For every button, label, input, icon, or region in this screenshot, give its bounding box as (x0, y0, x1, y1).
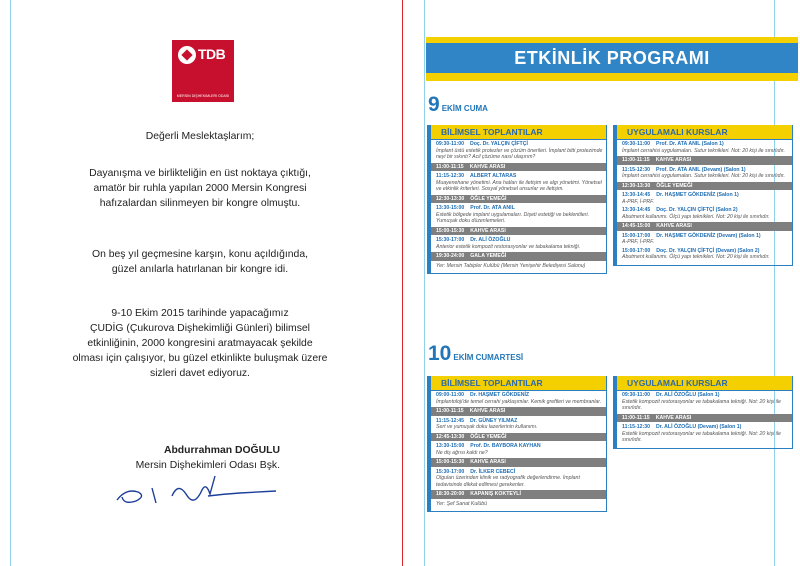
session-speaker: Dr. İLKER CEBECİ (470, 468, 516, 475)
session-speaker: Dr. GÜNEY YILMAZ (469, 417, 518, 424)
program-title: ETKİNLİK PROGRAMI (426, 43, 798, 73)
session-speaker: ÖĞLE YEMEĞİ (470, 195, 507, 202)
column-heading: UYGULAMALI KURSLAR (617, 125, 792, 140)
session-time: 13:30-15:00 (436, 443, 465, 449)
day-1-number: 9 (428, 93, 440, 116)
session-speaker: KAPANIŞ KOKTEYLİ (470, 491, 521, 497)
session-time: 12:45-13:30 (436, 433, 465, 440)
session-row (617, 423, 792, 445)
session-time: 11:00-11:15 (622, 157, 650, 163)
session-row (431, 391, 606, 406)
session-row (431, 417, 606, 432)
guide-line (10, 0, 11, 566)
session-row (617, 391, 792, 413)
session-description: Estetik kompozit restorasyonlar ve tabakalama tekniği. Not: 20 kişi ile sınırlıdır. (622, 430, 781, 443)
day-1-workshop-column (613, 125, 793, 266)
session-description: A-PRF, İ-PRF. (622, 198, 655, 205)
session-header (436, 434, 603, 441)
session-header (436, 491, 603, 498)
guide-line (424, 0, 425, 566)
session-header (436, 228, 603, 235)
session-speaker: KAHVE ARASI (470, 459, 506, 465)
break-row (431, 227, 606, 236)
session-time: 13:30-14:45 (622, 192, 651, 198)
session-speaker: Dr. ALİ ÖZOĞLU (470, 237, 511, 243)
break-row (617, 222, 792, 231)
break-row (431, 433, 606, 442)
session-speaker: KAHVE ARASI (655, 157, 692, 163)
session-row (431, 468, 606, 490)
schedule-rows (431, 391, 606, 508)
session-speaker: Prof. Dr. ATA ANIL (Devam) (Salon 1) (655, 166, 746, 173)
schedule-rows (617, 140, 792, 262)
session-description: İmplantoloji'de temel cerrahi yaklaşımlar. Kemik greftleri ve membranlar. (436, 398, 602, 405)
session-speaker: KAHVE ARASI (469, 163, 506, 170)
session-row (617, 232, 792, 247)
session-speaker: Dr. HAŞMET GÖKDENİZ (Salon 1) (656, 192, 739, 198)
letter-line: ÇUDİG (Çukurova Dişhekimliği Günleri) bilimsel (90, 323, 310, 334)
letter-line: 9-10 Ekim 2015 tarihinde yapacağımız (111, 308, 289, 319)
column-heading: BİLİMSEL TOPLANTILAR (431, 125, 606, 140)
session-speaker: Prof. Dr. ATA ANIL (470, 205, 515, 211)
session-description: Sert ve yumuşak doku lazerlerinin kullanımı. (436, 424, 538, 430)
session-speaker: Dr. HAŞMET GÖKDENİZ (Devam) (Salon 1) (656, 232, 761, 239)
break-row (431, 195, 606, 204)
session-time: 12:30-13:30 (436, 195, 465, 202)
session-speaker: ÖĞLE YEMEĞİ (656, 182, 693, 189)
break-row (431, 252, 606, 261)
session-speaker: KAHVE ARASI (469, 408, 506, 414)
tdb-logo (172, 40, 234, 102)
session-time: 11:00-11:15 (436, 408, 464, 414)
session-description: Abutment kullanımı. Ölçü yapı teknikleri. Not: 20 kişi ile sınırlıdır. (622, 254, 770, 260)
session-time: 11:15-12:45 (436, 417, 464, 424)
session-speaker: Dr. ALİ ÖZOĞLU (Devam) (Salon 1) (655, 424, 742, 430)
letter-greeting: Değerli Meslektaşlarım; (145, 131, 255, 142)
session-time: 15:30-17:00 (436, 237, 465, 243)
day-1-title (428, 93, 488, 117)
session-description: İmplant cerrahisi uygulamaları. Sutur teknikleri. Not: 20 kişi ile sınırlıdır. (622, 173, 785, 179)
letter-line: On beş yıl geçmesine karşın, konu açıldığında, (91, 249, 308, 260)
letter-paragraph-2 (50, 247, 350, 277)
letter-line: güzel anılarla hatırlanan bir kongre idi. (111, 264, 289, 275)
break-row (431, 407, 606, 416)
day-2-title (428, 342, 523, 366)
day-2-scientific-column (427, 376, 607, 512)
session-time: 15:00-15:30 (436, 227, 465, 234)
session-row (617, 206, 792, 221)
session-description: Olguları üzerinden klinik ve radyografik değerlendirme. İmplant tedavisinde dikkat edilmesi gerekenler. (436, 475, 580, 488)
session-row (431, 500, 606, 509)
session-time: 11:15-12:30 (622, 424, 650, 430)
guide-line (774, 0, 775, 566)
session-row (617, 247, 792, 262)
session-speaker: Doç. Dr. YALÇIN ÇİFTÇİ (469, 141, 528, 147)
day-1-scientific-column (427, 125, 607, 274)
break-row (431, 490, 606, 499)
session-header (622, 415, 789, 422)
handwritten-signature (112, 470, 282, 510)
session-time: 15:00-17:00 (622, 232, 651, 239)
session-time: 12:30-13:30 (622, 182, 651, 189)
day-2-number: 10 (428, 342, 452, 365)
session-speaker: Dr. ALİ ÖZOĞLU (Salon 1) (655, 392, 720, 398)
session-header (436, 196, 603, 203)
session-description: Estetik bölgede implant uygulamaları. Dişeti estetiği ve beklentileri. Yumuşak doku düzenlemeleri. (436, 211, 590, 224)
break-row (617, 414, 792, 423)
session-description: İmplant cerrahisi uygulamaları. Sutur teknikleri. Not: 20 kişi ile sınırlıdır. (622, 147, 785, 154)
break-row (617, 156, 792, 165)
session-header (436, 459, 603, 466)
session-row (431, 172, 606, 194)
signer-title: Mersin Dişhekimleri Odası Bşk. (135, 460, 280, 471)
signer-name: Abdurrahman DOĞULU (163, 445, 280, 456)
session-header (622, 183, 789, 190)
session-row (617, 166, 792, 181)
session-time: 13:30-14:45 (622, 207, 651, 213)
column-heading: UYGULAMALI KURSLAR (617, 376, 792, 391)
break-row (617, 182, 792, 191)
session-speaker: KAHVE ARASI (470, 227, 506, 234)
session-description: Yer: Mersin Tabipler Kulübü (Mersin Yenişehir Belediyesi Salonu) (436, 262, 586, 269)
session-time: 15:00-15:30 (436, 459, 465, 465)
session-time: 18:30-20:00 (436, 491, 465, 497)
session-header (436, 408, 603, 415)
session-row (617, 191, 792, 206)
session-speaker: Doç. Dr. YALÇIN ÇİFTÇİ (Devam) (Salon 2) (656, 247, 760, 254)
break-row (431, 458, 606, 467)
session-time: 11:00-11:15 (622, 414, 650, 421)
day-1-label: EKİM CUMA (441, 104, 488, 113)
column-heading: BİLİMSEL TOPLANTILAR (431, 376, 606, 391)
session-speaker: KAHVE ARASI (655, 414, 692, 421)
session-description: Ne diş ağrısı kaldı ne? (436, 449, 488, 456)
schedule-rows (617, 391, 792, 445)
session-description: Estetik kompozit restorasyonlar ve tabakalama tekniği. Not: 20 kişi ile sınırlıdır. (622, 398, 781, 411)
day-2-workshop-column (613, 376, 793, 449)
program-header (426, 37, 798, 81)
letter-line: Dayanışma ve birlikteliğin en üst noktaya çıktığı, (89, 168, 311, 179)
session-time: 09:30-11:00 (622, 141, 650, 147)
session-header (436, 164, 603, 171)
session-speaker: Prof. Dr. BAYBORA KAYHAN (470, 443, 541, 449)
session-row (431, 204, 606, 226)
letter-line: olması için çalışıyor, bu güzel etkinlikte buluşmak üzere (72, 353, 328, 364)
session-description: Abutment kullanımı. Ölçü yapı teknikleri. Not: 20 kişi ile sınırlıdır. (622, 213, 770, 220)
session-header (622, 223, 789, 230)
session-header (622, 157, 789, 164)
session-time: 15:00-17:00 (622, 247, 651, 254)
session-speaker: KAHVE ARASI (656, 223, 692, 229)
letter-line: etkinliğinin, 2000 kongresini aratmayacak şekilde (87, 338, 313, 349)
letter-paragraph-1 (50, 166, 350, 211)
signature-block (105, 443, 280, 473)
session-time: 15:30-17:00 (436, 468, 465, 475)
schedule-rows (431, 140, 606, 270)
session-speaker: ÖĞLE YEMEĞİ (470, 433, 507, 440)
letter-line: hafızalardan silinmeyen bir kongre olmuştu. (99, 198, 301, 209)
session-speaker: Dr. HAŞMET GÖKDENİZ (469, 392, 530, 398)
session-time: 19:30-24:00 (436, 253, 465, 259)
letter-line: amatör bir ruhla yapılan 2000 Mersin Kongresi (93, 183, 307, 194)
session-speaker: Prof. Dr. ATA ANIL (Salon 1) (655, 141, 724, 147)
session-header (436, 253, 603, 260)
session-time: 14:45-15:00 (622, 223, 651, 229)
session-time: 11:15-12:30 (436, 173, 464, 179)
session-time: 11:00-11:15 (436, 163, 464, 170)
session-row (431, 140, 606, 162)
session-speaker: GALA YEMEĞİ (470, 253, 507, 259)
logo-emblem-icon (178, 46, 196, 64)
session-description: Yer: Şef Sanat Kulübü (436, 500, 488, 507)
session-time: 13:30-15:00 (436, 205, 465, 211)
session-description: Muayenehane yönetimi. Ana hatları ile iletişim ve algı yönetimi. Yönetsel ve etkinlik kriterleri. Sosyal yönetsel unsurlar ve iletişim. (436, 179, 602, 192)
session-time: 09:00-11:00 (436, 392, 464, 398)
session-row (431, 262, 606, 271)
session-row (617, 140, 792, 155)
break-row (431, 163, 606, 172)
session-speaker: ALBERT ALTARAS (469, 173, 517, 179)
session-time: 09:30-11:00 (622, 392, 650, 398)
session-speaker: Doç. Dr. YALÇIN ÇİFTÇİ (Salon 2) (656, 207, 738, 213)
logo-text: TDB (198, 46, 226, 62)
session-row (431, 236, 606, 251)
letter-paragraph-3 (30, 306, 370, 381)
session-description: İmplant üstü estetik protezler ve çözüm önerileri. İmplant bitti protezimde neyi bir sıkıntı? Acil çözüme nasıl ulaşırım? (436, 147, 603, 160)
session-row (431, 442, 606, 457)
letter-line: sizleri davet ediyoruz. (150, 368, 250, 379)
session-time: 09:30-11:00 (436, 141, 464, 147)
session-time: 11:15-12:30 (622, 166, 650, 173)
program-page (403, 0, 800, 566)
day-2-label: EKİM CUMARTESİ (453, 353, 524, 362)
session-description: Anterior estetik kompozit restorasyonlar ve tabakalama tekniği. (436, 243, 581, 250)
logo-subtitle: MERSİN DİŞHEKİMLERİ ODASI (176, 94, 230, 98)
session-description: A-PRF, İ-PRF. (622, 239, 655, 245)
